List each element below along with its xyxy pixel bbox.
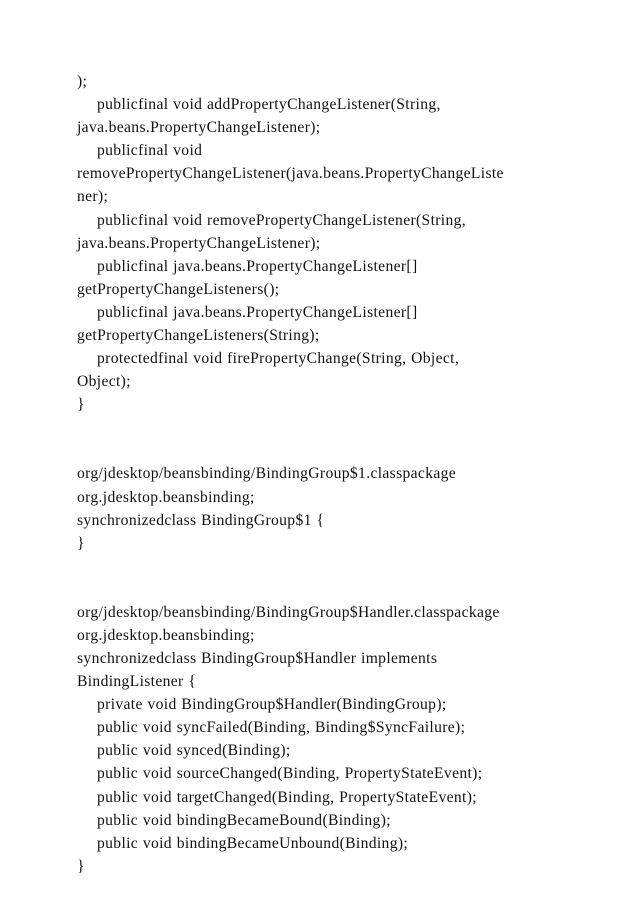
text-line: org/jdesktop/beansbinding/BindingGroup$1.classpackage <box>77 465 457 483</box>
text-line: publicfinal java.beans.PropertyChangeListener[] <box>97 257 418 275</box>
text-line: public void synced(Binding); <box>97 742 291 760</box>
paragraph-gap <box>77 416 567 462</box>
text-line: java.beans.PropertyChangeListener); <box>77 234 321 252</box>
text-line: synchronizedclass BindingGroup$1 { <box>77 511 325 529</box>
text-line: synchronizedclass BindingGroup$Handler implements <box>77 649 438 667</box>
text-line: Object); <box>77 373 131 391</box>
text-line: ner); <box>77 188 109 206</box>
text-line: private void BindingGroup$Handler(BindingGroup); <box>97 696 447 714</box>
document-text <box>77 70 567 878</box>
code-block-property-change-methods <box>77 70 567 416</box>
text-line: publicfinal void addPropertyChangeListener(String, <box>97 96 441 114</box>
text-line: public void sourceChanged(Binding, PropertyStateEvent); <box>97 765 483 783</box>
text-line: BindingListener { <box>77 673 197 691</box>
text-line: java.beans.PropertyChangeListener); <box>77 119 321 137</box>
text-line: publicfinal java.beans.PropertyChangeListener[] <box>97 303 418 321</box>
paragraph-gap <box>77 555 567 601</box>
code-block-binding-group-handler <box>77 601 567 878</box>
text-line: publicfinal void <box>97 142 203 160</box>
text-line: } <box>77 534 85 552</box>
text-line: org/jdesktop/beansbinding/BindingGroup$Handler.classpackage <box>77 603 500 621</box>
text-line: getPropertyChangeListeners(String); <box>77 327 320 345</box>
text-line: public void targetChanged(Binding, PropertyStateEvent); <box>97 788 477 806</box>
text-line: public void bindingBecameBound(Binding); <box>97 811 391 829</box>
text-line: public void syncFailed(Binding, Binding$SyncFailure); <box>97 719 466 737</box>
text-line: org.jdesktop.beansbinding; <box>77 488 255 506</box>
text-line: public void bindingBecameUnbound(Binding); <box>97 834 409 852</box>
text-line: ); <box>77 73 88 90</box>
text-line: org.jdesktop.beansbinding; <box>77 626 255 644</box>
text-line: protectedfinal void firePropertyChange(String, Object, <box>97 350 460 368</box>
text-line: } <box>77 396 85 414</box>
text-line: } <box>77 857 85 875</box>
text-line: removePropertyChangeListener(java.beans.PropertyChangeListe <box>77 165 504 183</box>
text-line: publicfinal void removePropertyChangeListener(String, <box>97 211 467 229</box>
text-line: getPropertyChangeListeners(); <box>77 280 280 298</box>
code-block-binding-group-1 <box>77 462 567 554</box>
